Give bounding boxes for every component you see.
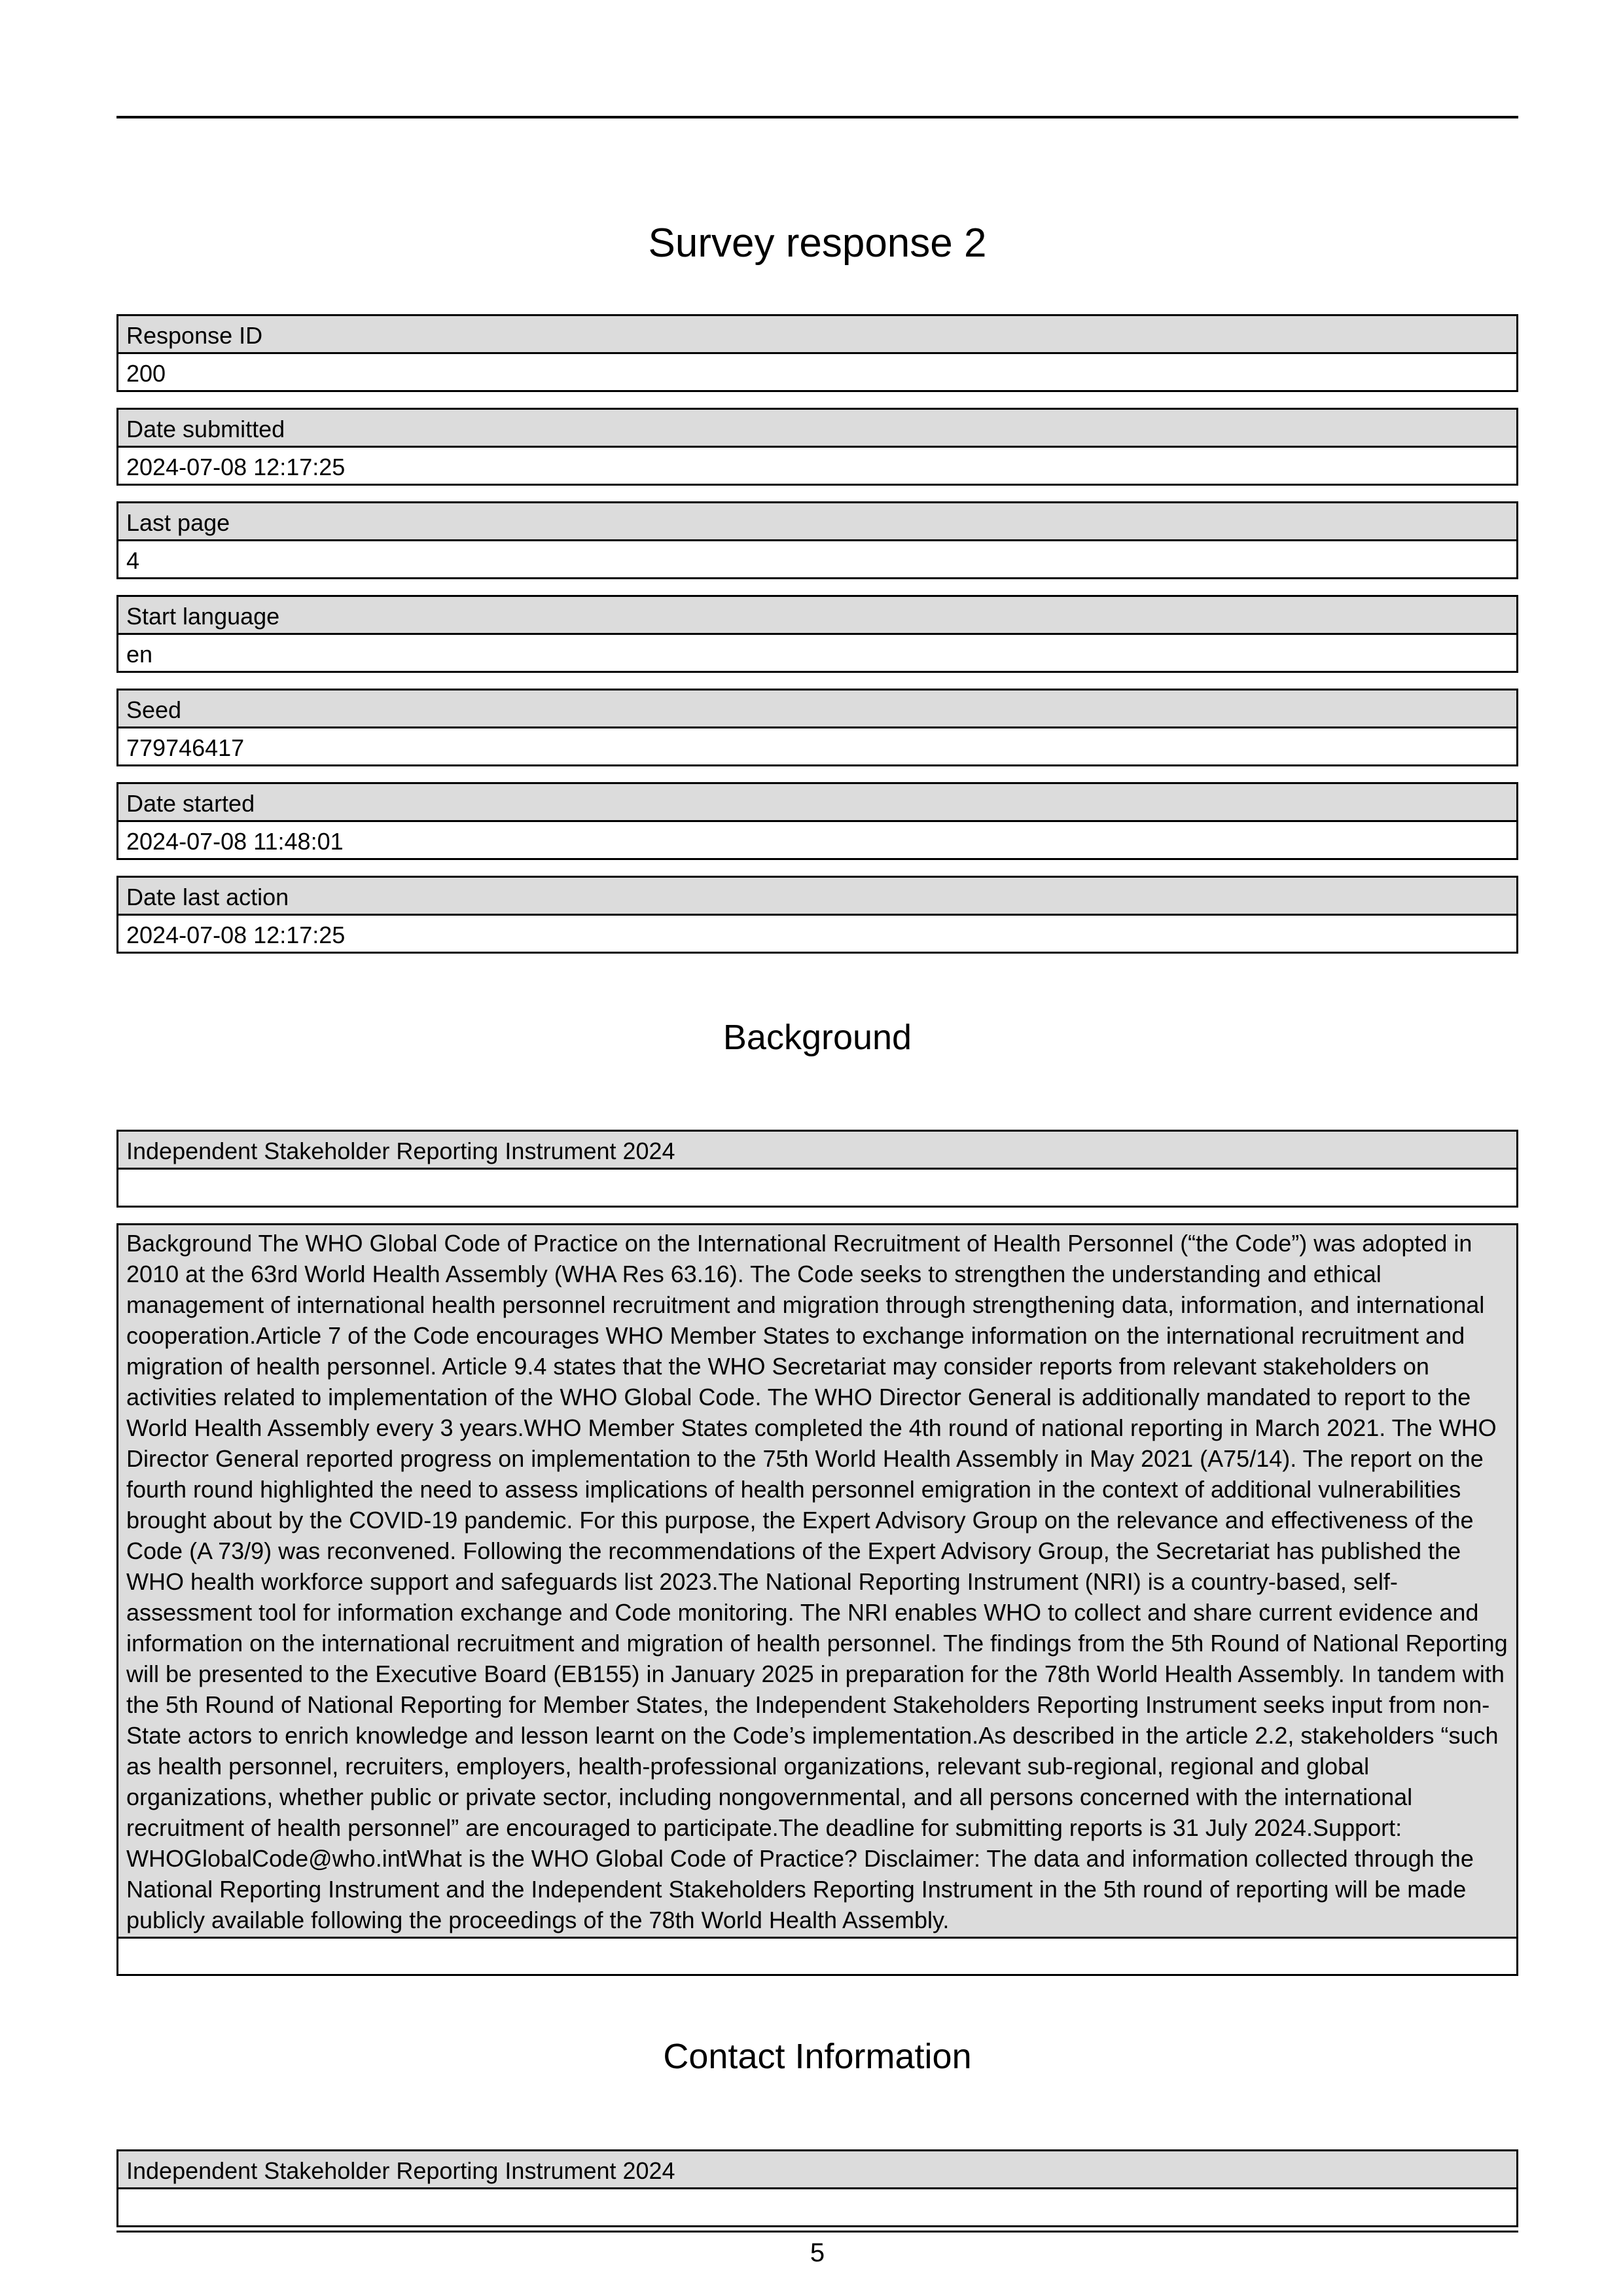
field-label: Date last action [116,876,1518,916]
field-value: 2024-07-08 12:17:25 [116,914,1518,954]
background-instrument [116,1130,1518,1208]
field-date-last-action [116,876,1518,954]
field-value: 2024-07-08 12:17:25 [116,446,1518,486]
field-label: Seed [116,689,1518,728]
bottom-rule [116,2231,1518,2233]
background-text-block [116,1223,1518,1976]
page-number: 5 [810,2238,825,2267]
field-value: 2024-07-08 11:48:01 [116,820,1518,860]
instrument-value [116,2187,1518,2227]
background-paragraph: Background The WHO Global Code of Practice on the International Recruitment of Health Personnel (“the Code”) was adopted in 2010 at the 63rd World Health Assembly (WHA Res 63.16). The Code seeks to strengthen the understanding and ethical management of international health personnel recruitment and migration through strengthening data, information, and international cooperation.Article 7 of the Code encourages WHO Member States to exchange information on the international recruitment and migration of health personnel. Article 9.4 states that the WHO Secretariat may consider reports from relevant stakeholders on activities related to implementation of the WHO Global Code. The WHO Director General is additionally mandated to report to the World Health Assembly every 3 years.WHO Member States completed the 4th round of national reporting in March 2021. The WHO Director General reported progress on implementation to the 75th World Health Assembly in May 2021 (A75/14). The report on the fourth round highlighted the need to assess implications of health personnel emigration in the context of additional vulnerabilities brought about by the COVID-19 pandemic. For this purpose, the Expert Advisory Group on the relevance and effectiveness of the Code (A 73/9) was reconvened. Following the recommendations of the Expert Advisory Group, the Secretariat has published the WHO health workforce support and safeguards list 2023.The National Reporting Instrument (NRI) is a country-based, self-assessment tool for information exchange and Code monitoring. The NRI enables WHO to collect and share current evidence and information on the international recruitment and migration of health personnel. The findings from the 5th Round of National Reporting will be presented to the Executive Board (EB155) in January 2025 in preparation for the 78th World Health Assembly. In tandem with the 5th Round of National Reporting for Member States, the Independent Stakeholders Reporting Instrument seeks input from non-State actors to enrich knowledge and lesson learnt on the Code’s implementation.As described in the article 2.2, stakeholders “such as health personnel, recruiters, employers, health-professional organizations, relevant sub-regional, regional and global organizations, whether public or private sector, including nongovernmental, and all persons concerned with the international recruitment of health personnel” are encouraged to participate.The deadline for submitting reports is 31 July 2024.Support: WHOGlobalCode@who.intWhat is the WHO Global Code of Practice? Disclaimer: The data and information collected through the National Reporting Instrument and the Independent Stakeholders Reporting Instrument in the 5th round of reporting will be made publicly available following the proceedings of the 78th World Health Assembly. [116,1223,1518,1939]
field-start-language [116,595,1518,673]
field-seed [116,689,1518,766]
field-value: 200 [116,352,1518,392]
field-label: Date started [116,782,1518,822]
field-date-submitted [116,408,1518,486]
field-response-id [116,314,1518,392]
field-label: Start language [116,595,1518,635]
section-heading-background: Background [722,1018,912,1057]
instrument-value [116,1168,1518,1208]
field-label: Response ID [116,314,1518,354]
field-last-page [116,501,1518,579]
instrument-label: Independent Stakeholder Reporting Instrument 2024 [116,1130,1518,1170]
field-value: 779746417 [116,726,1518,766]
page-title: Survey response 2 [648,221,987,266]
field-label: Last page [116,501,1518,541]
background-answer [116,1937,1518,1976]
field-value: en [116,633,1518,673]
top-rule [116,116,1518,118]
instrument-label: Independent Stakeholder Reporting Instrument 2024 [116,2149,1518,2189]
field-label: Date submitted [116,408,1518,448]
field-date-started [116,782,1518,860]
contact-instrument [116,2149,1518,2227]
field-value: 4 [116,539,1518,579]
section-heading-contact: Contact Information [663,2037,972,2076]
